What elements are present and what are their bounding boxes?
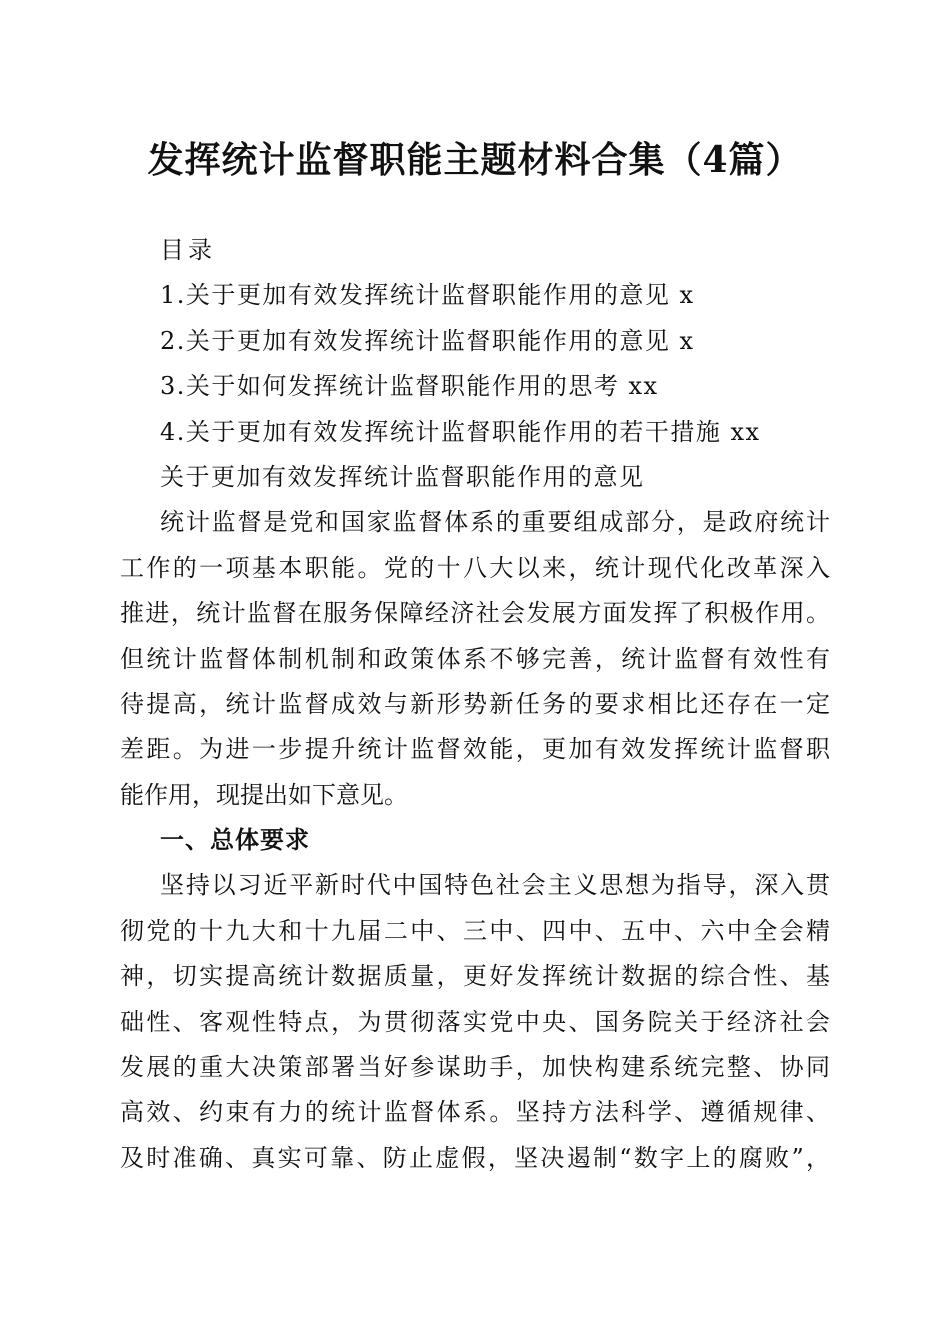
toc-heading: 目录 — [160, 236, 216, 264]
paragraph-line: 工作的一项基本职能。党的十八大以来，统计现代化改革深入 — [120, 553, 830, 582]
section-paragraph — [120, 863, 830, 1181]
paragraph-line: 高效、约束有力的统计监督体系。坚持方法科学、遵循规律、 — [120, 1098, 830, 1127]
paragraph-line: 坚持以习近平新时代中国特色社会主义思想为指导，深入贯 — [160, 871, 830, 900]
paragraph-line: 待提高，统计监督成效与新形势新任务的要求相比还存在一定 — [120, 689, 830, 718]
paragraph-line: 及时准确、真实可靠、防止虚假，坚决遏制“数字上的腐败”， — [120, 1143, 830, 1172]
toc-item: 2.关于更加有效发挥统计监督职能作用的意见 x — [160, 326, 695, 355]
paragraph-line: 但统计监督体制机制和政策体系不够完善，统计监督有效性有 — [120, 644, 830, 673]
toc-item: 1.关于更加有效发挥统计监督职能作用的意见 x — [160, 281, 695, 310]
section-heading: 一、总体要求 — [160, 826, 310, 855]
toc-item: 3.关于如何发挥统计监督职能作用的思考 xx — [160, 372, 659, 401]
paragraph-line: 础性、客观性特点，为贯彻落实党中央、国务院关于经济社会 — [120, 1007, 830, 1036]
toc-item: 4.关于更加有效发挥统计监督职能作用的若干措施 xx — [160, 417, 761, 446]
document-body — [120, 228, 830, 1181]
paragraph-line: 差距。为进一步提升统计监督效能，更加有效发挥统计监督职 — [120, 735, 830, 764]
document-title: 发挥统计监督职能主题材料合集（4篇） — [147, 139, 803, 181]
paragraph-line: 能作用，现提出如下意见。 — [120, 780, 408, 809]
paragraph-line: 发展的重大决策部署当好参谋助手，加快构建系统完整、协同 — [120, 1053, 830, 1082]
article-title: 关于更加有效发挥统计监督职能作用的意见 — [160, 462, 645, 491]
paragraph-line: 推进，统计监督在服务保障经济社会发展方面发挥了积极作用。 — [120, 599, 830, 628]
intro-paragraph — [120, 500, 830, 818]
paragraph-line: 神，切实提高统计数据质量，更好发挥统计数据的综合性、基 — [120, 962, 830, 991]
paragraph-line: 统计监督是党和国家监督体系的重要组成部分，是政府统计 — [160, 508, 830, 537]
paragraph-line: 彻党的十九大和十九届二中、三中、四中、五中、六中全会精 — [120, 916, 830, 945]
